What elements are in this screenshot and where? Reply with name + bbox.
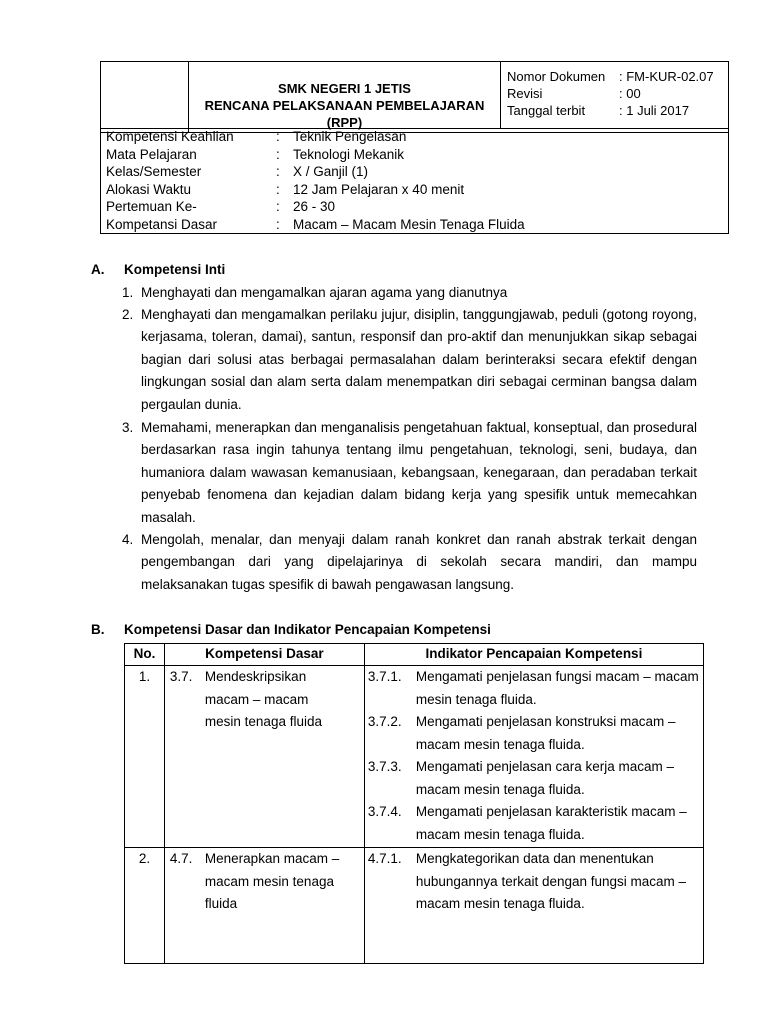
document-meta [507,68,727,119]
info-label: Alokasi Waktu [106,181,192,197]
section-b-title: Kompetensi Dasar dan Indikator Pencapaian Kompetensi [124,622,491,637]
indicator-text: Mengamati penjelasan konstruksi macam – macam mesin tenaga fluida. [415,714,676,752]
info-value: Macam – Macam Mesin Tenaga Fluida [293,216,525,232]
indicator-text: Mengamati penjelasan fungsi macam – macam mesin tenaga fluida. [415,669,699,707]
indicator-item [365,801,703,846]
info-label: Kompetensi Keahlian [106,129,234,144]
kd-number: 4.7. [169,851,193,866]
kd-text: Menerapkan macam – macam mesin tenaga fluida [204,851,340,911]
info-row-kompetensi-dasar [106,216,726,234]
meta-row-revision [507,85,727,102]
logo-cell [100,61,189,133]
meta-divider [500,61,501,129]
info-colon: : [276,146,280,162]
table-row [125,848,704,964]
indicator-number: 4.7.1. [367,851,402,866]
kd-cell [164,848,364,964]
document-abbreviation: (RPP) [326,115,363,130]
info-row-mata-pelajaran [106,146,726,164]
info-value: Teknologi Mekanik [293,146,405,162]
ki-item-2 [122,304,697,416]
indicator-number: 3.7.1. [367,669,402,684]
ki-number: 3. [122,420,134,435]
indicator-text: Mengamati penjelasan cara kerja macam – macam mesin tenaga fluida. [415,759,674,797]
info-label: Pertemuan Ke- [106,199,197,215]
column-header-no: No. [125,644,165,666]
section-b-letter: B. [91,622,105,637]
indicator-item [365,666,703,711]
info-row-kelas-semester [106,163,726,181]
column-header-kompetensi-dasar: Kompetensi Dasar [164,644,364,666]
indicator-item [365,711,703,756]
section-a-letter: A. [91,262,105,277]
header-title-block [189,80,500,131]
info-value: Teknik Pengelasan [293,129,407,144]
indicator-cell [364,848,703,964]
ki-number: 1. [122,285,134,300]
info-label: Kompetansi Dasar [106,216,218,232]
indicator-cell [364,666,703,848]
ki-text: Mengolah, menalar, dan menyaji dalam ranah konkret dan ranah abstrak terkait dengan pengembangan dari yang dipelajarinya di sekolah secara mandiri, dan mampu melaksanakan tugas spesifik di bawah pengawasan langsung. [141,532,697,592]
ki-item-3 [122,417,697,529]
info-label: Kelas/Semester [106,164,202,180]
ki-text: Menghayati dan mengamalkan perilaku jujur, disiplin, tanggungjawab, peduli (gotong royong, kerjasama, toleran, damai), santun, responsif dan pro-aktif dan menunjukkan sikap sebagai bagian dari solusi atas berbagai permasalahan dalam berinteraksi secara efektif dengan lingkungan sosial dan alam serta dalam menempatkan diri sebagai cerminan bangsa dalam pergaulan dunia. [141,307,697,412]
meta-row-issue-date [507,102,727,119]
ki-text: Menghayati dan mengamalkan ajaran agama yang dianutnya [141,285,508,300]
indicator-item [365,848,703,916]
info-list [106,128,726,234]
ki-number: 4. [122,532,134,547]
kd-text: Mendeskripsikan macam – macam mesin tenaga fluida [204,669,322,729]
info-colon: : [276,129,280,144]
kd-cell [164,666,364,848]
indicator-item [365,756,703,801]
kd-number: 3.7. [169,669,193,684]
info-row-alokasi-waktu [106,181,726,199]
indicator-text: Mengamati penjelasan karakteristik macam – macam mesin tenaga fluida. [415,804,687,842]
table-header-row [125,644,704,666]
ki-number: 2. [122,307,134,322]
info-colon: : [276,216,280,232]
info-value: 12 Jam Pelajaran x 40 menit [293,181,465,197]
table-row [125,666,704,848]
info-colon: : [276,199,280,215]
info-value: 26 - 30 [293,199,336,215]
school-name: SMK NEGERI 1 JETIS [278,81,411,96]
document-title: RENCANA PELAKSANAAN PEMBELAJARAN [204,98,485,113]
ki-item-1 [122,282,697,304]
info-label: Mata Pelajaran [106,146,197,162]
info-colon: : [276,164,280,180]
info-row-kompetensi-keahlian [106,128,726,146]
meta-value: : FM-KUR-02.07 [619,69,714,84]
ki-item-4 [122,529,697,596]
info-value: X / Ganjil (1) [293,164,369,180]
indicator-number: 3.7.3. [367,759,402,774]
indicator-text: Mengkategorikan data dan menentukan hubungannya terkait dengan fungsi macam – macam mesin tenaga fluida. [415,851,687,911]
indicator-number: 3.7.4. [367,804,402,819]
meta-label: Nomor Dokumen [507,69,606,84]
row-number: 1. [125,666,165,848]
ki-text: Memahami, menerapkan dan menganalisis pengetahuan faktual, konseptual, dan prosedural berdasarkan rasa ingin tahunya tentang ilmu pengetahuan, teknologi, seni, budaya, dan humaniora dalam wawasan kemanusiaan, kebangsaan, kenegaraan, dan peradaban terkait penyebab fenomena dan kejadian dalam bidang kerja yang spesifik untuk memecahkan masalah. [141,420,697,525]
meta-label: Tanggal terbit [507,103,586,118]
meta-value: : 00 [619,86,641,101]
meta-row-document-number [507,68,727,85]
meta-label: Revisi [507,86,543,101]
row-number: 2. [125,848,165,964]
section-a-title: Kompetensi Inti [124,262,226,277]
info-row-pertemuan [106,198,726,216]
indicator-number: 3.7.2. [367,714,402,729]
info-colon: : [276,181,280,197]
column-header-indikator: Indikator Pencapaian Kompetensi [364,644,703,666]
kd-indicator-table [124,643,704,964]
meta-value: : 1 Juli 2017 [619,103,690,118]
